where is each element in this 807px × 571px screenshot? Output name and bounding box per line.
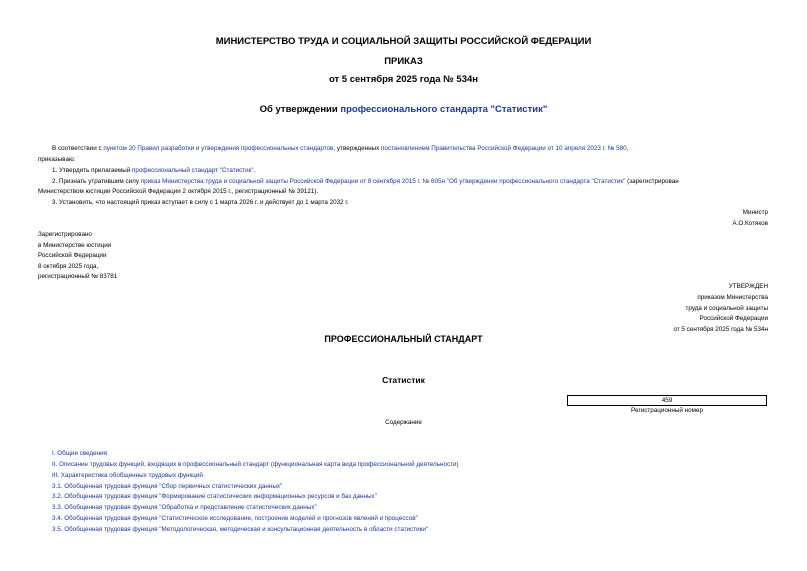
toc-item[interactable]: 3.1. Обобщенная трудовая функция "Сбор первичных статистических данных" <box>52 483 283 490</box>
registration-number-label: Регистрационный номер <box>631 407 703 414</box>
p1-text-c: , <box>626 145 629 152</box>
p1-text-b: , утвержденных <box>333 145 381 152</box>
signature-title: Министр <box>742 209 768 216</box>
p1-text-a: В соответствии с <box>52 145 104 152</box>
doc-subject <box>0 104 807 115</box>
toc-item[interactable]: III. Характеристика обобщенных трудовых функций <box>52 472 203 479</box>
order-word: приказываю: <box>38 156 76 163</box>
approved-line3: труда и социальной защиты <box>685 305 768 312</box>
approved-line5: от 5 сентября 2025 года № 534н <box>673 326 768 333</box>
toc-item[interactable]: 3.4. Обобщенная трудовая функция "Статистическое исследование, построение моделей и прогнозов явлений и процессов" <box>52 515 418 522</box>
doc-date-number: от 5 сентября 2025 года № 534н <box>328 74 479 85</box>
resolution-link[interactable]: постановлением Правительства Российской Федерации от 10 апреля 2023 г. № 580 <box>380 145 627 152</box>
subject-prefix: Об утверждении <box>259 104 341 115</box>
registration-line2: в Министерстве юстиции <box>38 242 112 249</box>
approved-line4: Российской Федерации <box>699 315 768 322</box>
signature-name: А.О.Котяков <box>732 220 768 227</box>
toc-item[interactable]: II. Описание трудовых функций, входящих в профессиональный стандарт (функциональная карта вида профессиональной деятельности) <box>52 461 459 468</box>
toc-item[interactable]: 3.5. Обобщенная трудовая функция "Методологическая, методическая и консультационная деятельность в области статистики" <box>52 526 429 533</box>
item1-end: . <box>253 167 256 174</box>
contents-label: Содержание <box>385 419 422 426</box>
registration-line4: 8 октября 2025 года, <box>38 263 99 270</box>
toc-item[interactable]: I. Общие сведения <box>52 450 108 457</box>
item-1 <box>52 167 255 175</box>
standard-name: Статистик <box>382 375 425 385</box>
item-2 <box>52 178 679 186</box>
registration-number-box <box>567 395 767 406</box>
standard-link[interactable]: профессиональный стандарт "Статистик" <box>132 167 254 174</box>
item2-end: (зарегистрирован <box>625 178 679 185</box>
approved-line1: УТВЕРЖДЕН <box>728 283 768 290</box>
doc-type: ПРИКАЗ <box>384 56 423 67</box>
item-2-cont: Министерством юстиции Российской Федерации 2 октября 2015 г., регистрационный № 39121). <box>38 188 319 195</box>
registration-line5: регистрационный № 83781 <box>38 273 118 280</box>
registration-number: 459 <box>661 397 673 404</box>
registration-line1: Зарегистрировано <box>38 231 92 238</box>
rules-link[interactable]: пунктом 20 Правил разработки и утверждения профессиональных стандартов <box>103 145 334 152</box>
ministry-title: МИНИСТЕРСТВО ТРУДА И СОЦИАЛЬНОЙ ЗАЩИТЫ РОССИЙСКОЙ ФЕДЕРАЦИИ <box>215 36 592 47</box>
toc-item[interactable]: 3.3. Обобщенная трудовая функция "Обработка и представление статистических данных" <box>52 504 317 511</box>
subject-link[interactable]: профессионального стандарта "Статистик" <box>340 104 548 115</box>
toc-item[interactable]: 3.2. Обобщенная трудовая функция "Формирование статистических информационных ресурсов и баз данных" <box>52 493 377 500</box>
approved-line2: приказом Министерства <box>697 294 768 301</box>
item-3: 3. Установить, что настоящий приказ вступает в силу с 1 марта 2026 г. и действует до 1 марта 2032 г. <box>52 199 349 206</box>
old-order-link[interactable]: приказ Министерства труда и социальной защиты Российской Федерации от 8 сентября 2015 г. № 605н "Об утверждении профессионального стандарта "Статистик" <box>140 178 626 185</box>
standard-title: ПРОФЕССИОНАЛЬНЫЙ СТАНДАРТ <box>324 334 483 344</box>
item2-text: 2. Признать утратившим силу <box>52 178 141 185</box>
item1-text: 1. Утвердить прилагаемый <box>52 167 133 174</box>
paragraph-basis <box>52 145 628 153</box>
registration-line3: Российской Федерации <box>38 252 107 259</box>
